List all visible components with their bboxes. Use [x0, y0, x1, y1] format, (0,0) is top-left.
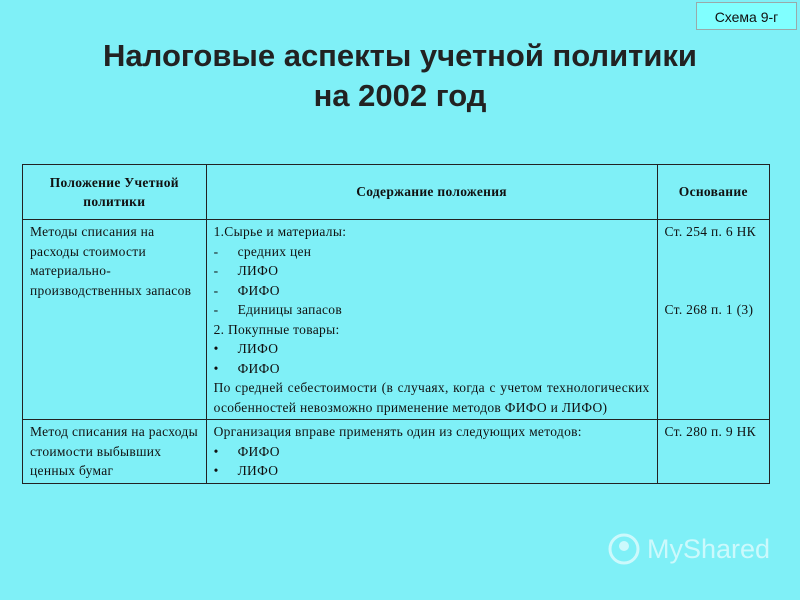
table-header-row: [23, 165, 770, 220]
bullet-icon: •: [213, 360, 219, 376]
row1-basis-1: Ст. 254 п. 6 НК: [664, 224, 756, 239]
bullet-icon: •: [213, 443, 219, 459]
header-basis: Основание: [657, 165, 769, 220]
watermark-logo-icon: [607, 532, 641, 566]
list-item: • ФИФО: [214, 359, 650, 379]
list-item: • ФИФО: [214, 442, 650, 462]
row2-intro: Организация вправе применять один из следующих методов:: [213, 424, 582, 439]
row1-note: По средней себестоимости (в случаях, когда с учетом технологических особенностей невозможно применение методов ФИФО и ЛИФО): [213, 380, 650, 415]
title-line-2: на 2002 год: [313, 78, 487, 113]
accounting-policy-table: [22, 164, 770, 484]
watermark: [607, 532, 770, 566]
row2-content: [206, 420, 657, 484]
list-item: • ЛИФО: [214, 339, 650, 359]
table-row: [23, 220, 770, 420]
page-title: [0, 36, 800, 116]
scheme-label: Схема 9-г: [696, 2, 797, 30]
dash-marker: -: [213, 282, 219, 298]
list-item: - средних цен: [214, 242, 650, 262]
list-item: - ФИФО: [214, 281, 650, 301]
row1-heading-goods: 2. Покупные товары:: [213, 321, 340, 337]
row1-basis: [657, 220, 769, 420]
title-line-1: Налоговые аспекты учетной политики: [103, 38, 697, 73]
row1-goods-list: [214, 339, 650, 378]
dash-marker: -: [213, 302, 219, 317]
row1-content: [206, 220, 657, 420]
list-item: • ЛИФО: [214, 461, 650, 481]
row2-basis: Ст. 280 п. 9 НК: [657, 420, 769, 484]
row1-position: Методы списания на расходы стоимости материально-производственных запасов: [23, 220, 207, 420]
row2-position: Метод списания на расходы стоимости выбывших ценных бумаг: [23, 420, 207, 484]
table-row: [23, 420, 770, 484]
watermark-text: MyShared: [647, 533, 771, 564]
bullet-icon: •: [213, 463, 219, 478]
list-item: - Единицы запасов: [214, 300, 650, 320]
dash-marker: -: [213, 263, 219, 278]
header-position: Положение Учетной политики: [23, 165, 207, 220]
header-content: Содержание положения: [206, 165, 657, 220]
dash-marker: -: [213, 243, 219, 259]
row1-heading-materials: 1.Сырье и материалы:: [213, 224, 347, 239]
list-item: - ЛИФО: [214, 261, 650, 281]
row1-basis-2: Ст. 268 п. 1 (3): [664, 301, 754, 317]
row2-methods-list: [214, 442, 650, 481]
bullet-icon: •: [213, 341, 219, 356]
row1-materials-list: [214, 242, 650, 320]
